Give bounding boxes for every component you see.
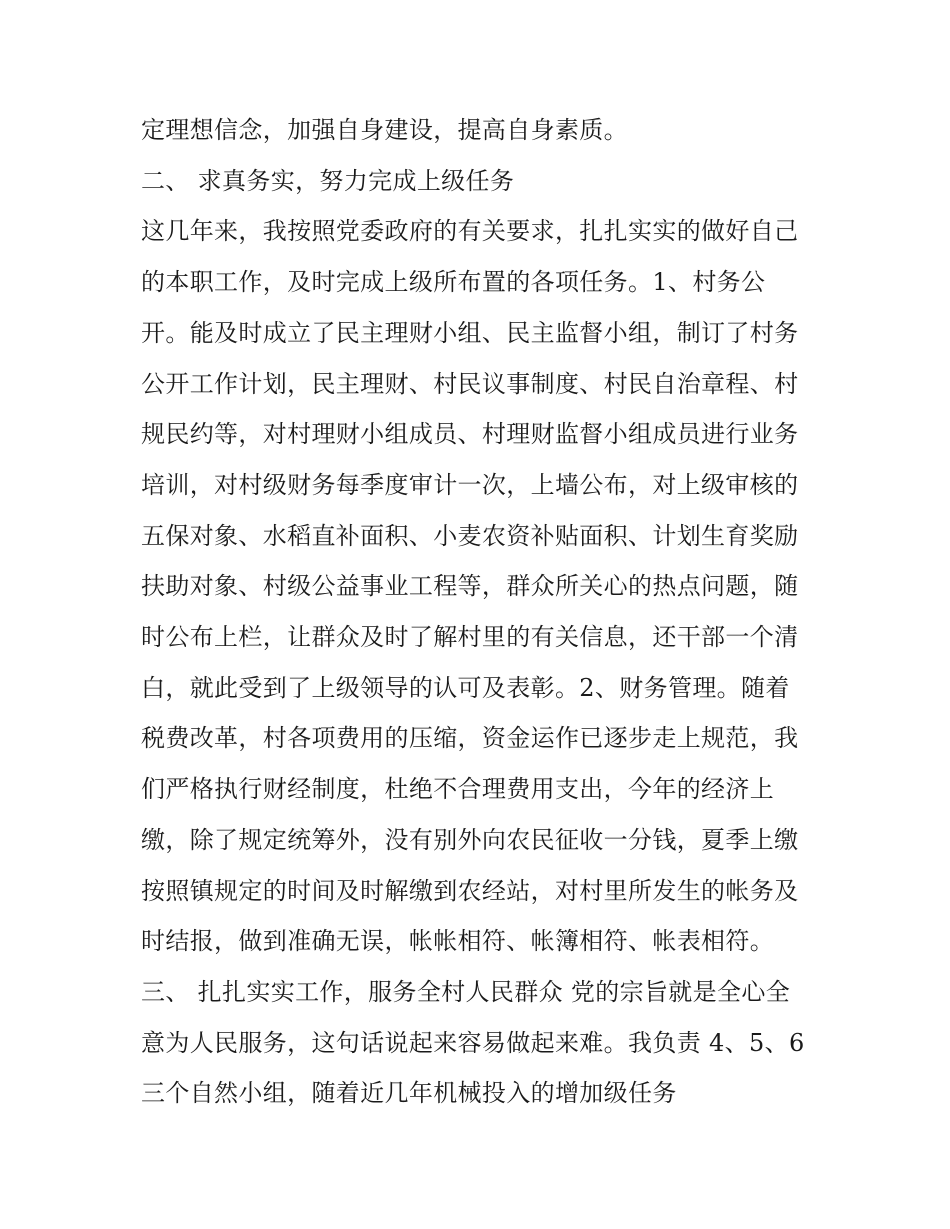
text-line: 公开工作计划，民主理财、村民议事制度、村民自治章程、村 — [141, 370, 799, 398]
text-line: 税费改革，村各项费用的压缩，资金运作已逐步走上规范，我 — [141, 724, 799, 752]
text-line: 时公布上栏，让群众及时了解村里的有关信息，还干部一个清 — [141, 623, 799, 651]
text-line: 五保对象、水稻直补面积、小麦农资补贴面积、计划生育奖励 — [141, 522, 799, 550]
text-line: 三个自然小组，随着近几年机械投入的增加级任务 — [141, 1079, 677, 1107]
text-line: 白，就此受到了上级领导的认可及表彰。2、财务管理。随着 — [141, 674, 790, 702]
text-line: 意为人民服务，这句话说起来容易做起来难。我负责 4、5、6 — [141, 1029, 805, 1057]
section-heading: 三、 扎扎实实工作，服务全村人民群众 党的宗旨就是全心全 — [141, 978, 791, 1006]
section-heading: 二、 求真务实，努力完成上级任务 — [141, 167, 515, 195]
text-line: 这几年来，我按照党委政府的有关要求，扎扎实实的做好自己 — [141, 217, 799, 245]
text-line: 的本职工作，及时完成上级所布置的各项任务。1、村务公 — [141, 268, 766, 296]
text-line: 们严格执行财经制度，杜绝不合理费用支出，今年的经济上 — [141, 775, 775, 803]
text-line: 开。能及时成立了民主理财小组、民主监督小组，制订了村务 — [141, 319, 799, 347]
text-line: 时结报，做到准确无误，帐帐相符、帐簿相符、帐表相符。 — [141, 927, 775, 955]
text-line: 按照镇规定的时间及时解缴到农经站，对村里所发生的帐务及 — [141, 877, 799, 905]
text-line: 培训，对村级财务每季度审计一次，上墙公布，对上级审核的 — [141, 471, 799, 499]
text-line: 规民约等，对村理财小组成员、村理财监督小组成员进行业务 — [141, 420, 799, 448]
text-line: 定理想信念，加强自身建设，提高自身素质。 — [141, 116, 628, 144]
text-line: 扶助对象、村级公益事业工程等，群众所关心的热点问题，随 — [141, 572, 799, 600]
text-line: 缴，除了规定统筹外，没有别外向农民征收一分钱，夏季上缴 — [141, 826, 799, 854]
